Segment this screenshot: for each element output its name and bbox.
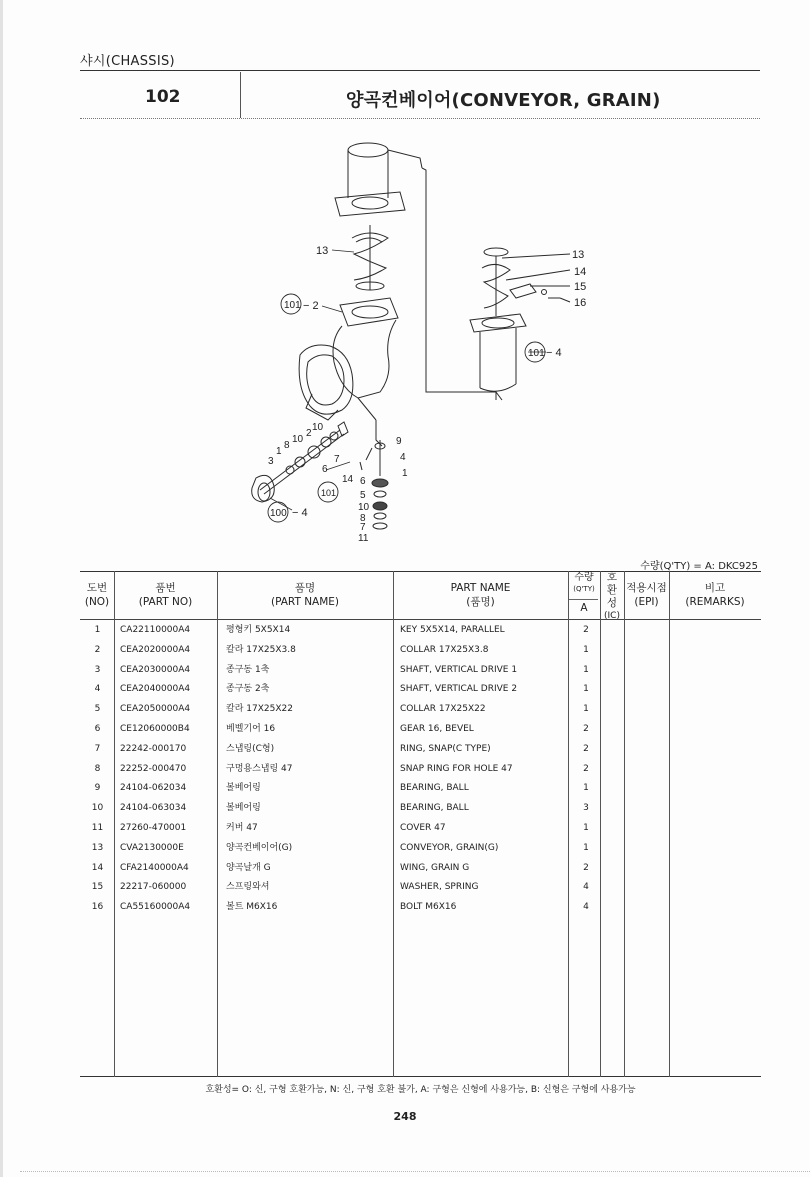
qty-sub-rule bbox=[568, 599, 598, 600]
row-name-kr: 양곡날개 G bbox=[226, 862, 271, 873]
table-row bbox=[80, 680, 761, 700]
callout-1-a: 1 bbox=[276, 446, 282, 457]
table-row bbox=[80, 779, 761, 799]
table-row bbox=[80, 819, 761, 839]
header-part-name-kr: 품명 (PART NAME) bbox=[270, 582, 340, 608]
table-row bbox=[80, 839, 761, 859]
row-part-no: CA55160000A4 bbox=[120, 902, 191, 913]
row-no: 6 bbox=[94, 724, 101, 734]
row-qty: 1 bbox=[583, 842, 589, 853]
row-no: 11 bbox=[91, 823, 104, 833]
row-name-kr: 종구동 1축 bbox=[226, 664, 270, 675]
callout-16-right: 16 bbox=[574, 297, 587, 309]
table-row bbox=[80, 760, 761, 780]
figure-number: 102 bbox=[145, 87, 181, 107]
row-name-kr: 종구동 2축 bbox=[226, 684, 270, 695]
table-row bbox=[80, 621, 761, 641]
callout-8-a: 8 bbox=[284, 440, 290, 451]
callout-100: 100 bbox=[270, 508, 287, 519]
scan-edge bbox=[0, 0, 3, 1177]
header-qty-a: A bbox=[580, 602, 588, 614]
qty-note: 수량(Q'TY) = A: DKC925 bbox=[640, 561, 758, 572]
row-qty: 2 bbox=[583, 625, 589, 635]
header-rule-top bbox=[80, 70, 760, 71]
figure-title: 양곡컨베이어(CONVEYOR, GRAIN) bbox=[346, 90, 661, 111]
exploded-diagram bbox=[230, 130, 590, 550]
row-name-kr: 커버 47 bbox=[226, 823, 258, 833]
row-name-en: SHAFT, VERTICAL DRIVE 2 bbox=[400, 684, 518, 695]
row-part-no: CEA2030000A4 bbox=[120, 664, 191, 675]
table-row bbox=[80, 898, 761, 918]
callout-9: 9 bbox=[396, 436, 402, 447]
row-name-en: WASHER, SPRING bbox=[400, 882, 479, 893]
callout-7-b: 7 bbox=[360, 522, 366, 533]
callout-14-lower: 14 bbox=[342, 474, 354, 485]
row-name-kr: 볼트 M6X16 bbox=[226, 902, 278, 913]
row-name-en: COLLAR 17X25X22 bbox=[400, 704, 486, 715]
row-part-no: CFA2140000A4 bbox=[120, 862, 189, 873]
callout-11: 11 bbox=[358, 533, 369, 544]
row-name-kr: 양곡컨베이어(G) bbox=[226, 842, 293, 853]
row-qty: 3 bbox=[583, 803, 589, 814]
header-separator bbox=[240, 72, 241, 118]
row-name-en: COVER 47 bbox=[400, 823, 446, 833]
row-name-kr: 베벨기어 16 bbox=[226, 724, 276, 734]
row-name-en: KEY 5X5X14, PARALLEL bbox=[400, 625, 505, 635]
header-remarks: 비고 (REMARKS) bbox=[685, 582, 745, 608]
row-part-no: CVA2130000E bbox=[120, 842, 184, 853]
row-part-no: 22242-000170 bbox=[120, 743, 187, 754]
row-no: 10 bbox=[91, 803, 104, 814]
row-no: 1 bbox=[94, 625, 101, 635]
callout-2-upper: − 2 bbox=[303, 300, 319, 312]
callout-10-a: 10 bbox=[312, 422, 324, 433]
callout-8-b: 8 bbox=[360, 513, 366, 524]
row-name-en: CONVEYOR, GRAIN(G) bbox=[400, 842, 499, 853]
table-top-rule bbox=[80, 571, 761, 572]
row-name-en: COLLAR 17X25X3.8 bbox=[400, 644, 489, 655]
row-qty: 1 bbox=[583, 664, 589, 675]
elbow-housing-drawing bbox=[299, 298, 398, 430]
row-name-en: BOLT M6X16 bbox=[400, 902, 457, 913]
row-no: 14 bbox=[91, 862, 104, 873]
row-qty: 2 bbox=[583, 724, 589, 734]
row-no: 9 bbox=[94, 783, 101, 794]
callout-13-upper: 13 bbox=[316, 245, 329, 257]
callout-1-b: 1 bbox=[402, 468, 408, 479]
row-qty: 1 bbox=[583, 684, 589, 695]
callout-2-lower: 2 bbox=[306, 428, 312, 439]
auger-drawing bbox=[352, 225, 388, 290]
row-part-no: CE12060000B4 bbox=[120, 724, 190, 734]
header-part-no: 품번 (PART NO) bbox=[138, 582, 193, 608]
row-no: 16 bbox=[91, 902, 104, 913]
row-name-kr: 평형키 5X5X14 bbox=[226, 625, 291, 635]
row-name-kr: 칼라 17X25X22 bbox=[226, 704, 293, 715]
header-rule-bottom bbox=[80, 118, 760, 119]
leader-lines bbox=[270, 250, 546, 510]
callout-6-a: 6 bbox=[322, 464, 328, 475]
callout-10-b: 10 bbox=[292, 434, 304, 445]
row-qty: 1 bbox=[583, 644, 589, 655]
table-row bbox=[80, 740, 761, 760]
table-row bbox=[80, 661, 761, 681]
table-row bbox=[80, 700, 761, 720]
row-part-no: CEA2050000A4 bbox=[120, 704, 191, 715]
row-name-kr: 스프링와셔 bbox=[226, 882, 270, 893]
row-no: 13 bbox=[91, 842, 104, 853]
table-row bbox=[80, 720, 761, 740]
callout-13-right: 13 bbox=[572, 249, 585, 261]
header-no: 도번 (NO) bbox=[84, 582, 110, 608]
table-header-rule bbox=[80, 619, 761, 620]
row-name-kr: 칼라 17X25X3.8 bbox=[226, 644, 296, 655]
section-title: 샤시(CHASSIS) bbox=[80, 54, 175, 69]
row-name-en: BEARING, BALL bbox=[400, 803, 469, 814]
row-name-en: SNAP RING FOR HOLE 47 bbox=[400, 763, 513, 774]
row-name-kr: 구멍용스냅링 47 bbox=[226, 763, 293, 774]
parts-table bbox=[80, 571, 761, 1077]
row-no: 2 bbox=[94, 644, 101, 655]
compatibility-legend: 호환성= O: 신, 구형 호환가능, N: 신, 구형 호환 불가, A: 구형은 신형에 사용가능, B: 신형은 구형에 사용가능 bbox=[205, 1085, 636, 1095]
row-no: 4 bbox=[94, 684, 101, 695]
row-name-en: SHAFT, VERTICAL DRIVE 1 bbox=[400, 664, 518, 675]
callout-4-right: − 4 bbox=[546, 347, 562, 359]
row-qty: 1 bbox=[583, 823, 589, 833]
callout-15-right: 15 bbox=[574, 281, 587, 293]
row-part-no: 27260-470001 bbox=[120, 823, 187, 833]
row-part-no: CA22110000A4 bbox=[120, 625, 191, 635]
row-qty: 2 bbox=[583, 763, 589, 774]
tube-assembly-drawing bbox=[470, 248, 570, 400]
row-no: 3 bbox=[94, 664, 101, 675]
row-qty: 2 bbox=[583, 743, 589, 754]
row-name-kr: 볼베어링 bbox=[226, 803, 261, 814]
callout-14-right: 14 bbox=[574, 266, 587, 278]
callout-5: 5 bbox=[360, 490, 366, 501]
header-part-name-en: PART NAME (품명) bbox=[450, 582, 511, 608]
header-epi: 적용시점 (EPI) bbox=[626, 582, 667, 608]
row-qty: 1 bbox=[583, 783, 589, 794]
row-qty: 1 bbox=[583, 704, 589, 715]
callout-10-c: 10 bbox=[358, 502, 370, 513]
table-row bbox=[80, 859, 761, 879]
row-qty: 2 bbox=[583, 862, 589, 873]
row-no: 8 bbox=[94, 763, 101, 774]
row-part-no: 22252-000470 bbox=[120, 763, 187, 774]
callout-4-left: − 4 bbox=[292, 507, 308, 519]
upper-chute-drawing bbox=[335, 143, 422, 216]
callout-3: 3 bbox=[268, 456, 274, 467]
table-row bbox=[80, 641, 761, 661]
row-name-en: GEAR 16, BEVEL bbox=[400, 724, 474, 734]
row-part-no: 24104-063034 bbox=[120, 803, 187, 814]
callout-7-a: 7 bbox=[334, 454, 340, 465]
header-qty: 수량 (Q'TY) bbox=[573, 572, 595, 593]
callout-labels bbox=[268, 245, 586, 544]
callout-6-b: 6 bbox=[360, 476, 366, 487]
row-no: 5 bbox=[94, 704, 101, 715]
row-qty: 4 bbox=[583, 882, 589, 893]
callout-4-lower: 4 bbox=[400, 452, 406, 463]
table-row bbox=[80, 878, 761, 898]
row-no: 15 bbox=[91, 882, 104, 893]
row-part-no: CEA2020000A4 bbox=[120, 644, 191, 655]
row-part-no: 22217-060000 bbox=[120, 882, 187, 893]
callout-101-upper: 101 bbox=[284, 300, 301, 311]
page-number: 248 bbox=[393, 1110, 417, 1123]
callout-101-right: 101 bbox=[528, 348, 545, 359]
row-name-en: BEARING, BALL bbox=[400, 783, 469, 794]
row-qty: 4 bbox=[583, 902, 589, 913]
row-part-no: 24104-062034 bbox=[120, 783, 187, 794]
row-no: 7 bbox=[94, 743, 101, 754]
scan-bottom-edge bbox=[20, 1171, 810, 1172]
table-bottom-rule bbox=[80, 1076, 761, 1077]
row-name-kr: 스냅링(C형) bbox=[226, 743, 275, 754]
callout-101-lower: 101 bbox=[321, 488, 337, 498]
header-ic: 호 환 성 (IC) bbox=[604, 571, 620, 621]
table-row bbox=[80, 799, 761, 819]
row-name-en: RING, SNAP(C TYPE) bbox=[400, 743, 491, 754]
row-name-kr: 볼베어링 bbox=[226, 783, 261, 794]
row-part-no: CEA2040000A4 bbox=[120, 684, 191, 695]
row-name-en: WING, GRAIN G bbox=[400, 862, 470, 873]
